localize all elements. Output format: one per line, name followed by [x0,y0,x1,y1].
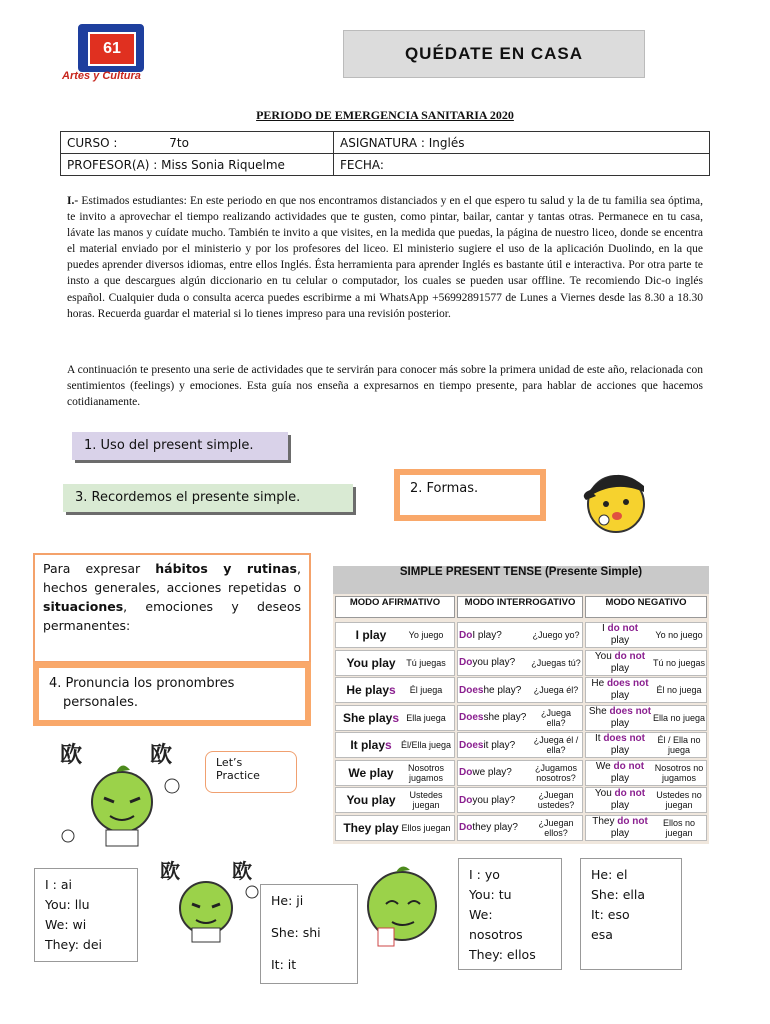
negative-en: They do not play [592,815,648,839]
translation-box-1 [458,858,562,970]
negative-es: Ella no juega [652,712,706,723]
pronunciation-list-2 [271,891,347,975]
interrogative-en: Do I play? [459,629,502,641]
pronoun-line: They: dei [45,937,103,952]
course-label: CURSO : [67,135,118,150]
negative-es: Yo no juego [655,630,703,640]
habits-text-1: Para expresar [43,561,156,576]
pronunciation-box-2 [260,884,358,984]
pronoun-line: She: shi [271,925,321,940]
negative-en: It does not play [594,733,645,756]
affirmative-es: Yo juego [408,630,444,640]
affirmative-es: Ustedes juegan [409,790,443,810]
affirmative-en: You play [346,655,396,670]
pronoun-line: It: eso [591,907,630,922]
page-title: PERIODO DE EMERGENCIA SANITARIA 2020 [256,108,514,122]
negative-en: He does not play [591,678,649,701]
col-interrogative: MODO INTERROGATIVO [457,596,583,618]
interrogative-en: Do they play? [459,822,518,833]
table-row [333,815,709,841]
negative-en: You do not play [594,788,646,811]
col-affirmative: MODO AFIRMATIVO [335,596,455,618]
stay-home-banner: QUÉDATE EN CASA [343,30,645,78]
pronoun-line: You: tu [469,887,512,902]
interrogative-en: Do we play? [459,767,512,778]
school-crest-logo [78,24,144,72]
interrogative-es: ¿Juegan ellos? [538,817,574,838]
pronoun-line: They: ellos [469,947,536,962]
sticker-text-left: 欧 [60,743,83,768]
pronoun-line: nosotros [469,927,523,942]
interrogative-es: ¿Juega ella? [540,707,572,728]
translation-list-2 [591,865,671,945]
intro-paragraph [67,193,703,322]
translation-box-2 [580,858,682,970]
affirmative-es: Él juega [409,685,443,695]
pronoun-line: esa [591,927,613,942]
negative-es: Tú no juegas [652,657,706,668]
logo-caption: Artes y Cultura [62,70,141,82]
negative-es: Ustedes no juegan [656,790,702,810]
negative-en: You do not play [594,650,646,674]
speech-bubble: Let’s Practice [205,751,297,793]
interrogative-es: ¿Juegas tú? [531,657,581,668]
affirmative-en: She plays [342,710,400,725]
cap-character-illustration [582,456,654,536]
interrogative-en: Does it play? [459,739,516,751]
habits-highlight-2: situaciones [43,599,124,614]
negative-es: Él no juega [656,685,702,695]
interrogative-es: ¿Jugamos nosotros? [534,762,578,783]
sticker-text-left-2: 欧 [160,859,180,883]
logo-number: 61 [88,32,136,66]
affirmative-en: We play [348,765,394,780]
subject-cell: ASIGNATURA : Inglés [334,132,710,154]
green-character-illustration-2 [160,874,260,944]
pronoun-line: She: ella [591,887,646,902]
habits-text-2: , hechos generales, acciones repetidas o [43,561,301,595]
sticker-text-right: 欧 [150,743,173,768]
habits-highlight-1: hábitos y rutinas [155,561,297,576]
section-box-3: 3. Recordemos el presente simple. [63,484,353,512]
affirmative-en: It plays [350,738,392,752]
interrogative-es: ¿Juego yo? [532,630,580,640]
col-negative: MODO NEGATIVO [585,596,707,618]
affirmative-en: He plays [346,683,396,697]
sticker-text-right-2: 欧 [232,859,252,883]
course-cell [61,132,334,154]
simple-present-table [333,566,709,844]
section-box-4-line-1: 4. Pronuncia los pronombres [49,676,235,691]
affirmative-es: Tú juegas [406,657,446,668]
translation-list-1 [469,865,551,965]
interrogative-es: ¿Juega él? [533,685,579,695]
affirmative-es: Nosotros jugamos [407,762,444,783]
negative-en: I do not play [601,623,639,646]
green-character-illustration-3 [352,862,452,952]
interrogative-es: ¿Juegan ustedes? [537,790,575,810]
interrogative-en: Do you play? [459,794,516,806]
negative-es: Nosotros no jugamos [654,762,704,783]
table-title: SIMPLE PRESENT TENSE (Presente Simple) [333,566,709,594]
pronoun-line: I : ai [45,877,72,892]
habits-explanation [33,553,311,663]
date-cell: FECHA: [334,154,710,176]
pronoun-line: He: el [591,867,628,882]
pronoun-line: You: llu [45,897,90,912]
interrogative-en: Does she play? [459,712,527,723]
pronoun-line: We: wi [45,917,87,932]
green-character-illustration [60,760,190,850]
negative-en: She does not play [588,705,652,729]
negative-es: Ellos no juegan [662,817,696,838]
pronunciation-list-1 [45,875,127,955]
section-box-1: 1. Uso del present simple. [72,432,288,460]
negative-es: Él / Ella no juega [657,735,701,755]
intro-text: Estimados estudiantes: En este periodo en que nos encontramos distanciados y en el que espero tu salud y la de tu familia sea óptima, te invito a aprovechar el tiempo realizando actividades que te gusten, como pintar, bailar, cantar y tantas otras. Permanece en tu casa, lávate las manos y cuídate mucho. También te invito a que visites, en la medida que puedas, la página de nuestro liceo, donde se encentra el material enviado por el ministerio y por los profesores del liceo. El ministerio sugiere el uso de la aplicación Duolindo, en la que puedes aprender diversos idiomas, entre ellos Inglés. Ésta herramienta para aprender Inglés es bastante útil e interactiva. Por otra parte te insto a que descargues algún diccionario en tu celular o computador, los cuales se pueden usar offline. Te recomiendo Dic-o inglés español. Cualquier duda o consulta acerca puedes escribirme a mi WhatsApp +56992891577 de Lunes a Viernes desde las 8.30 a 18.30 horas. Recuerda guardar el material si lo tienes impreso para una revisión posterior. [67,195,703,320]
pronoun-line: It: it [271,957,297,972]
interrogative-en: Do you play? [459,657,516,668]
table-row [333,650,709,676]
section-box-4 [33,662,311,726]
table-row [333,760,709,786]
continuation-paragraph: A continuación te presento una serie de actividades que te servirán para conocer más sobre la primera unidad de este año, relacionada con sentimientos (feelings) y emociones. Esta guía nos enseña a expresarnos en tiempo presente, para hablar de acciones que hacemos cotidianamente. [67,364,703,409]
table-row [333,622,709,648]
section-box-2-label: 2. Formas. [400,475,540,515]
affirmative-en: You play [346,793,396,807]
affirmative-es: Ella juega [406,712,446,723]
affirmative-es: Él/Ella juega [400,740,452,750]
affirmative-en: I play [355,628,387,642]
pronunciation-box-1 [34,868,138,962]
habits-text-3: , emociones y deseos permanentes: [43,599,301,633]
section-mark: I.- [67,195,79,207]
section-box-2 [394,469,546,521]
info-table [60,131,710,176]
course-value: 7to [169,135,189,150]
section-box-4-line-2: personales. [63,695,139,710]
interrogative-es: ¿Juega él / ella? [533,735,579,755]
pronoun-line: We: [469,907,493,922]
interrogative-en: Does he play? [459,684,522,696]
teacher-cell: PROFESOR(A) : Miss Sonia Riquelme [61,154,334,176]
pronoun-line: I : yo [469,867,500,882]
section-box-4-label [39,668,305,720]
pronoun-line: He: ji [271,893,304,908]
table-row [333,677,709,703]
affirmative-en: They play [343,820,399,835]
table-row [333,705,709,731]
table-row [333,787,709,813]
negative-en: We do not play [595,760,645,784]
affirmative-es: Ellos juegan [401,822,451,833]
table-row [333,732,709,758]
